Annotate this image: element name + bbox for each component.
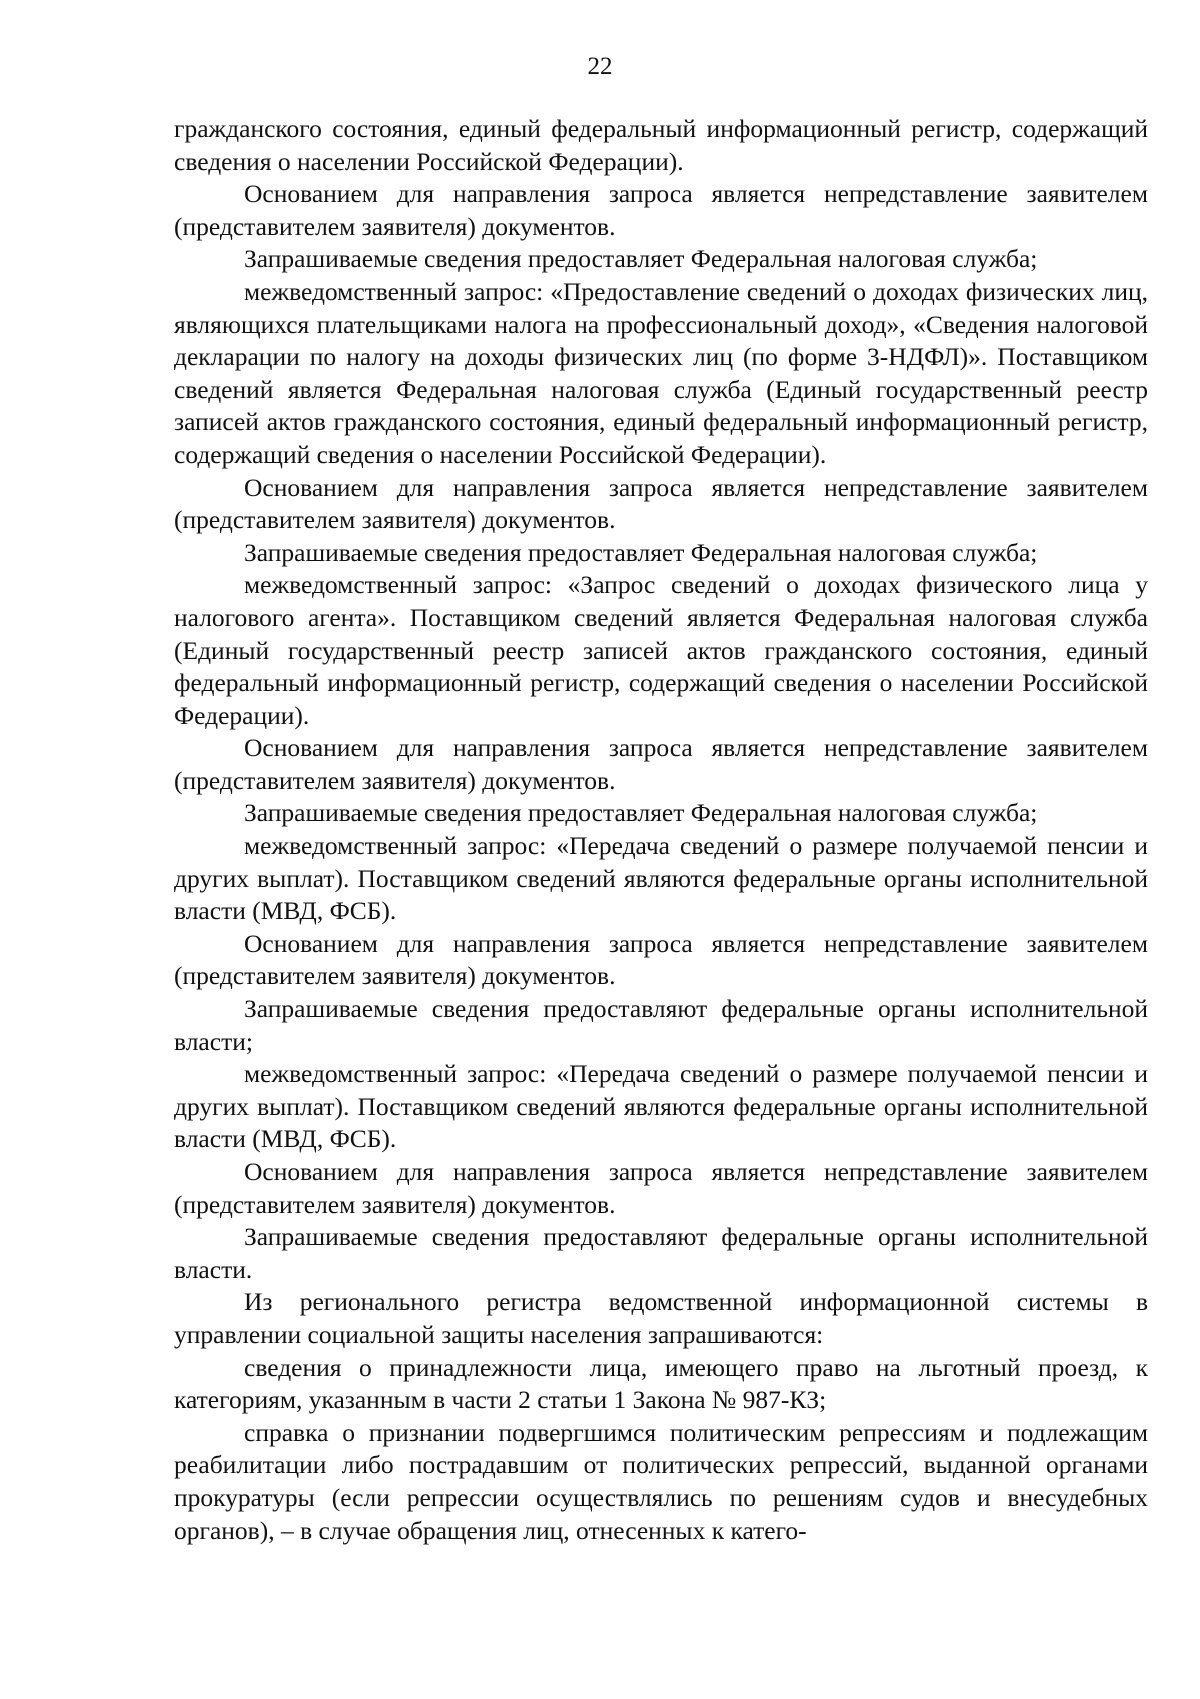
paragraph-8: Основанием для направления запроса является непредставление заявителем (представителем заявителя) документов. bbox=[174, 733, 1148, 795]
paragraph-7: межведомственный запрос: «Запрос сведений о доходах физического лица у налогового агента». Поставщиком сведений является Федеральная налоговая служба (Единый государственный реестр записей актов гражданского состояния, единый федеральный информационный регистр, содержащий сведения о населении Российской Федерации). bbox=[174, 570, 1148, 730]
paragraph-18: справка о признании подвергшимся политическим репрессиям и подлежащим реабилитации либо пострадавшим от политических репрессий, выданной органами прокуратуры (если репрессии осуществлялись по решениям судов и внесудебных органов), – в случае обращения лиц, отнесенных к катего- bbox=[174, 1417, 1148, 1545]
paragraph-12: Запрашиваемые сведения предоставляют федеральные органы исполнительной власти; bbox=[174, 994, 1148, 1056]
paragraph-14: Основанием для направления запроса является непредставление заявителем (представителем заявителя) документов. bbox=[174, 1157, 1148, 1219]
page-number: 22 bbox=[587, 53, 613, 80]
paragraph-15: Запрашиваемые сведения предоставляют федеральные органы исполнительной власти. bbox=[174, 1222, 1148, 1284]
paragraph-10: межведомственный запрос: «Передача сведений о размере получаемой пенсии и других выплат). Поставщиком сведений являются федеральные органы исполнительной власти (МВД, ФСБ). bbox=[174, 831, 1148, 926]
paragraph-5: Основанием для направления запроса является непредставление заявителем (представителем заявителя) документов. bbox=[174, 472, 1148, 535]
paragraph-6: Запрашиваемые сведения предоставляет Федеральная налоговая служба; bbox=[244, 537, 1038, 567]
paragraph-1: гражданского состояния, единый федеральный информационный регистр, содержащий сведения о населении Российской Федерации). bbox=[174, 114, 1148, 176]
paragraph-16: Из регионального регистра ведомственной информационной системы в управлении социальной защиты населения запрашиваются: bbox=[174, 1287, 1148, 1349]
paragraph-13: межведомственный запрос: «Передача сведений о размере получаемой пенсии и других выплат). Поставщиком сведений являются федеральные органы исполнительной власти (МВД, ФСБ). bbox=[174, 1059, 1148, 1154]
document-body bbox=[174, 113, 1148, 1547]
paragraph-9: Запрашиваемые сведения предоставляет Федеральная налоговая служба; bbox=[244, 798, 1038, 828]
paragraph-4: межведомственный запрос: «Предоставление сведений о доходах физических лиц, являющихся плательщиками налога на профессиональный доход», «Сведения налоговой декларации по налогу на доходы физических лиц (по форме 3-НДФЛ)». Поставщиком сведений является Федеральная налоговая служба (Единый государственный реестр записей актов гражданского состояния, единый федеральный информационный регистр, содержащий сведения о населении Российской Федерации). bbox=[174, 276, 1148, 469]
paragraph-2: Основанием для направления запроса является непредставление заявителем (представителем заявителя) документов. bbox=[174, 179, 1148, 241]
paragraph-3: Запрашиваемые сведения предоставляет Федеральная налоговая служба; bbox=[244, 244, 1038, 274]
paragraph-11: Основанием для направления запроса является непредставление заявителем (представителем заявителя) документов. bbox=[174, 928, 1148, 991]
paragraph-17: сведения о принадлежности лица, имеющего право на льготный проезд, к категориям, указанным в части 2 статьи 1 Закона № 987-КЗ; bbox=[174, 1352, 1148, 1415]
